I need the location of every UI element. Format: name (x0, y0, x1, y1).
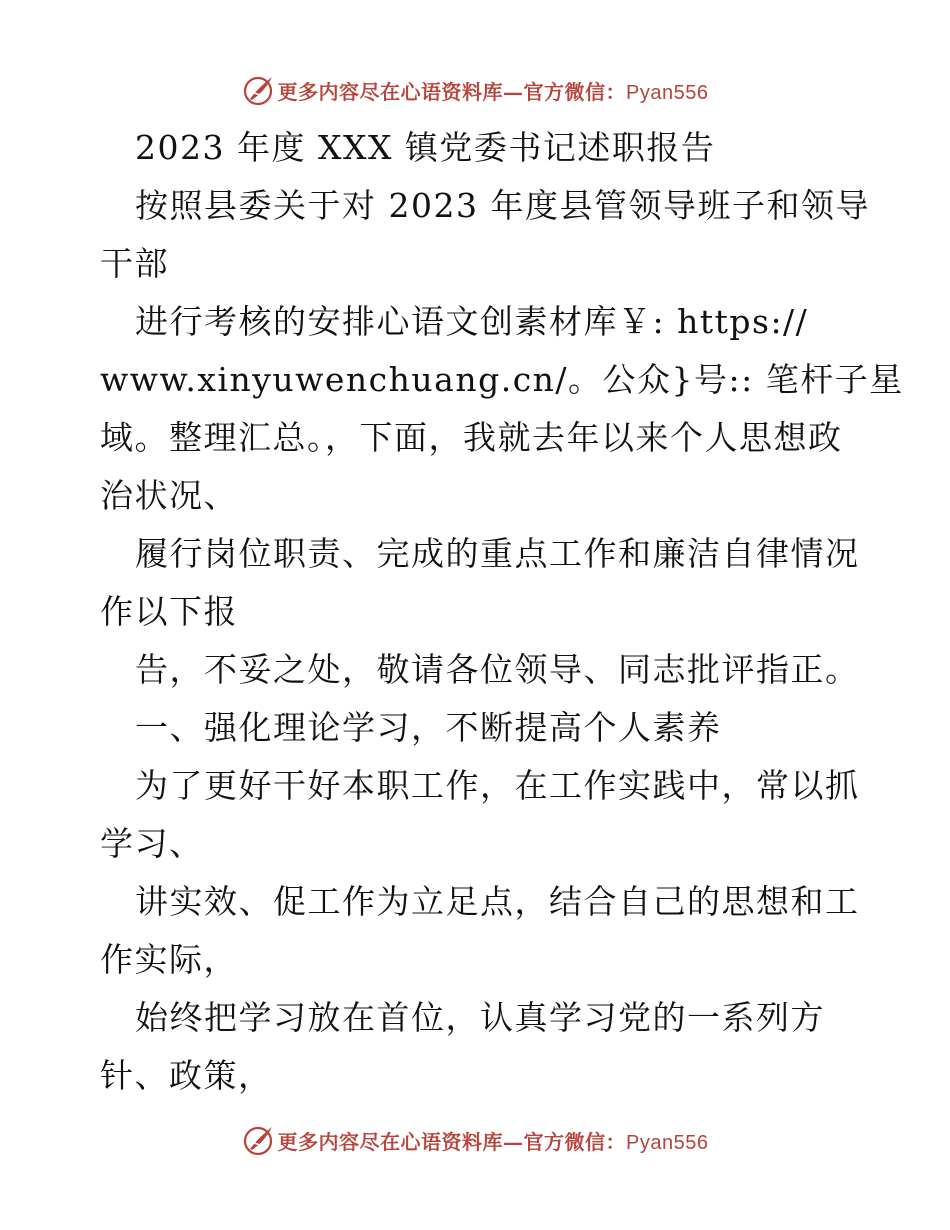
paragraph-line: 告，不妥之处，敬请各位领导、同志批评指正。 (135, 650, 860, 689)
quill-pen-logo-icon (242, 1123, 276, 1157)
banner-main-text: 更多内容尽在心语资料库 (277, 79, 504, 104)
banner-text (278, 76, 709, 105)
paragraph-line: 始终把学习放在首位，认真学习党的一系列方 (135, 998, 825, 1037)
banner-wechat-id: Pyan556 (626, 1131, 709, 1154)
quill-pen-logo-icon (242, 73, 276, 107)
paragraph-line: 域。整理汇总。，下面，我就去年以来个人思想政 (100, 418, 843, 457)
paragraph-line: 履行岗位职责、完成的重点工作和廉洁自律情况 (135, 534, 860, 573)
paragraph-line: 按照县委关于对 2023 年度县管领导班子和领导 (135, 186, 870, 225)
banner-wechat-prefix: —官方微信： (503, 1129, 627, 1154)
document-title: 2023 年度 XXX 镇党委书记述职报告 (135, 128, 716, 167)
paragraph-line: 作实际， (100, 940, 238, 979)
banner-main-text: 更多内容尽在心语资料库 (277, 1129, 504, 1154)
paragraph-line: 为了更好干好本职工作，在工作实践中，常以抓 (135, 766, 860, 805)
paragraph-line: 干部 (100, 244, 169, 283)
banner-wechat-prefix: —官方微信： (503, 79, 627, 104)
paragraph-line: www.xinyuwenchuang.cn/。公众}号:: 笔杆子星 (100, 360, 904, 399)
banner-wechat-id: Pyan556 (626, 81, 709, 104)
paragraph-line: 学习、 (100, 824, 204, 863)
header-watermark-banner (0, 70, 950, 110)
banner-text (278, 1126, 709, 1155)
paragraph-line: 作以下报 (100, 592, 238, 631)
paragraph-line: 治状况、 (100, 476, 238, 515)
footer-watermark-banner (0, 1120, 950, 1160)
paragraph-line: 进行考核的安排心语文创素材库￥: https:// (135, 302, 809, 341)
section-heading: 一、强化理论学习，不断提高个人素养 (135, 708, 722, 747)
paragraph-line: 讲实效、促工作为立足点，结合自己的思想和工 (135, 882, 860, 921)
paragraph-line: 针、政策， (100, 1056, 273, 1095)
